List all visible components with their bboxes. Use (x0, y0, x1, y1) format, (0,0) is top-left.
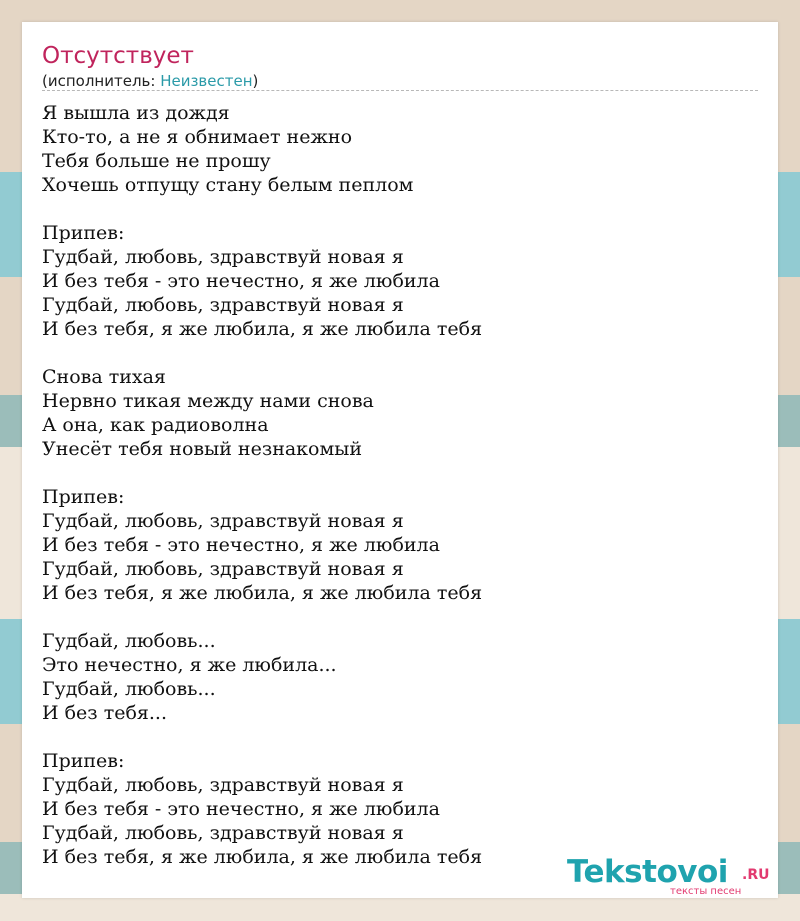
lyrics-line: И без тебя - это нечестно, я же любила (42, 534, 440, 556)
lyrics-line: И без тебя - это нечестно, я же любила (42, 798, 440, 820)
background-stripe (0, 894, 800, 921)
lyrics-line: Гудбай, любовь, здравствуй новая я (42, 294, 404, 316)
artist-prefix: (исполнитель: (42, 72, 161, 90)
artist-suffix: ) (252, 72, 259, 90)
lyrics-line: И без тебя... (42, 702, 167, 724)
logo-tagline: тексты песен (670, 886, 742, 897)
lyrics-stanza (42, 485, 758, 605)
title-divider (42, 90, 758, 91)
artist-link[interactable]: Неизвестен (160, 72, 253, 90)
lyrics-stanza (42, 101, 758, 197)
lyrics-stanza (42, 629, 758, 725)
lyrics-line: Кто-то, а не я обнимает нежно (42, 126, 353, 148)
lyrics-line: И без тебя - это нечестно, я же любила (42, 270, 440, 292)
lyrics-line: И без тебя, я же любила, я же любила тебя (42, 846, 483, 868)
lyrics-line: Тебя больше не прошу (42, 150, 271, 172)
site-logo[interactable] (567, 854, 777, 898)
lyrics-line: Припев: (42, 486, 125, 508)
lyrics-line: Это нечестно, я же любила... (42, 654, 337, 676)
lyrics-line: И без тебя, я же любила, я же любила тебя (42, 582, 483, 604)
lyrics-line: А она, как радиоволна (42, 414, 269, 436)
lyrics-stanza (42, 221, 758, 341)
lyrics-line: Гудбай, любовь, здравствуй новая я (42, 774, 404, 796)
lyrics-line: Гудбай, любовь... (42, 678, 216, 700)
lyrics-card (22, 22, 778, 898)
lyrics-line: Хочешь отпущу стану белым пеплом (42, 174, 414, 196)
lyrics-line: Гудбай, любовь, здравствуй новая я (42, 822, 404, 844)
logo-tld: .RU (742, 867, 770, 883)
lyrics-line: Гудбай, любовь, здравствуй новая я (42, 510, 404, 532)
lyrics-line: Припев: (42, 222, 125, 244)
lyrics-stanza (42, 365, 758, 461)
lyrics-line: Унесёт тебя новый незнакомый (42, 438, 363, 460)
lyrics-line: Нервно тикая между нами снова (42, 390, 374, 412)
lyrics-stanza (42, 749, 758, 869)
lyrics-line: Припев: (42, 750, 125, 772)
song-title: Отсутствует (42, 43, 194, 69)
lyrics-line: Гудбай, любовь, здравствуй новая я (42, 246, 404, 268)
artist-line (42, 71, 258, 91)
lyrics-line: Снова тихая (42, 366, 166, 388)
lyrics-line: Я вышла из дождя (42, 102, 230, 124)
logo-brand: Tekstovoi (567, 854, 728, 890)
lyrics-line: Гудбай, любовь... (42, 630, 216, 652)
lyrics-line: Гудбай, любовь, здравствуй новая я (42, 558, 404, 580)
lyrics-text (42, 101, 758, 893)
lyrics-line: И без тебя, я же любила, я же любила тебя (42, 318, 483, 340)
